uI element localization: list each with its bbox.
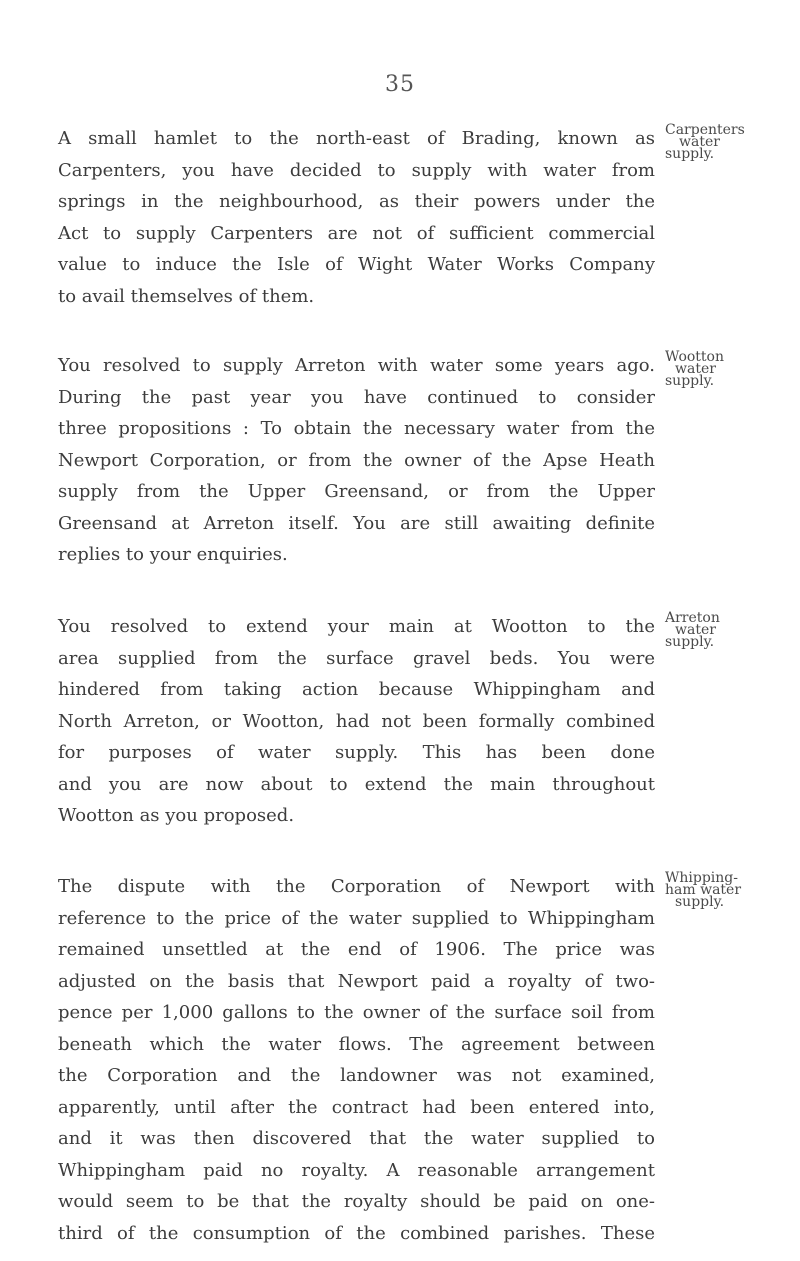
text-line: area supplied from the surface gravel beds. You were	[58, 647, 655, 669]
paragraph-whippingham-dispute	[58, 871, 750, 1249]
text-line: third of the consumption of the combined parishes. These	[58, 1222, 655, 1244]
text-line: supply from the Upper Greensand, or from the Upper	[58, 481, 655, 502]
text-line: You resolved to extend your main at Wootton to the	[58, 616, 655, 637]
margin-note-line: supply.	[665, 146, 715, 162]
text-line: for purposes of water supply. This has been done	[58, 742, 655, 763]
paragraph-text	[58, 871, 655, 1249]
page-number: 35	[385, 72, 415, 97]
text-line: A small hamlet to the north-east of Brading, known as	[58, 128, 655, 149]
margin-note	[665, 872, 765, 908]
margin-note-line: water	[675, 361, 716, 377]
text-line: remained unsettled at the end of 1906. The price was	[58, 939, 655, 960]
paragraph-carpenters	[58, 123, 750, 312]
text-line: Greensand at Arreton itself. You are still awaiting definite	[58, 512, 655, 534]
text-line: The dispute with the Corporation of Newport with	[58, 876, 655, 897]
margin-note	[665, 351, 765, 387]
paragraph-arreton-supply	[58, 350, 750, 571]
text-line: You resolved to supply Arreton with water some years ago.	[58, 355, 655, 376]
paragraph-wootton-main	[58, 611, 750, 832]
text-line: Wootton as you proposed.	[58, 805, 295, 826]
text-line: Carpenters, you have decided to supply with water from	[58, 159, 655, 181]
text-line: pence per 1,000 gallons to the owner of the surface soil from	[58, 1002, 655, 1023]
text-line: three propositions : To obtain the necessary water from the	[58, 418, 655, 439]
text-line: the Corporation and the landowner was not examined,	[58, 1065, 655, 1086]
margin-note-line: supply.	[665, 373, 715, 389]
text-line: Act to supply Carpenters are not of sufficient commercial	[58, 222, 655, 244]
margin-note-line: water	[679, 134, 720, 150]
text-line: value to induce the Isle of Wight Water Works Company	[58, 254, 655, 275]
margin-note-line: supply.	[665, 634, 715, 650]
paragraph-text	[58, 611, 655, 832]
margin-note	[665, 612, 765, 648]
text-line: beneath which the water flows. The agreement between	[58, 1033, 655, 1055]
text-line: adjusted on the basis that Newport paid a royalty of two-	[58, 970, 655, 992]
text-line: Newport Corporation, or from the owner of the Apse Heath	[58, 449, 655, 471]
text-line: North Arreton, or Wootton, had not been formally combined	[58, 710, 655, 732]
text-line: springs in the neighbourhood, as their powers under the	[58, 191, 655, 212]
text-line: reference to the price of the water supplied to Whippingham	[58, 907, 655, 929]
text-line: apparently, until after the contract had been entered into,	[58, 1096, 655, 1118]
margin-note-line: Wootton	[665, 349, 724, 365]
margin-note	[665, 124, 765, 160]
paragraph-text	[58, 123, 655, 312]
margin-note-line: ham water	[665, 882, 742, 898]
text-line: Whippingham paid no royalty. A reasonable arrangement	[58, 1159, 655, 1181]
margin-note-line: supply.	[675, 894, 725, 910]
text-line: replies to your enquiries.	[58, 544, 288, 565]
margin-note-line: Whipping-	[665, 870, 738, 886]
text-line: and it was then discovered that the water supplied to	[58, 1128, 655, 1149]
text-line: and you are now about to extend the main throughout	[58, 773, 655, 795]
text-line: to avail themselves of them.	[58, 285, 315, 307]
text-line: During the past year you have continued to consider	[58, 386, 655, 408]
margin-note-line: Arreton	[665, 610, 720, 626]
margin-note-line: water	[675, 622, 716, 638]
paragraph-text	[58, 350, 655, 571]
margin-note-line: Carpenters	[665, 122, 745, 138]
text-line: would seem to be that the royalty should be paid on one-	[58, 1191, 655, 1212]
text-line: hindered from taking action because Whippingham and	[58, 679, 655, 700]
